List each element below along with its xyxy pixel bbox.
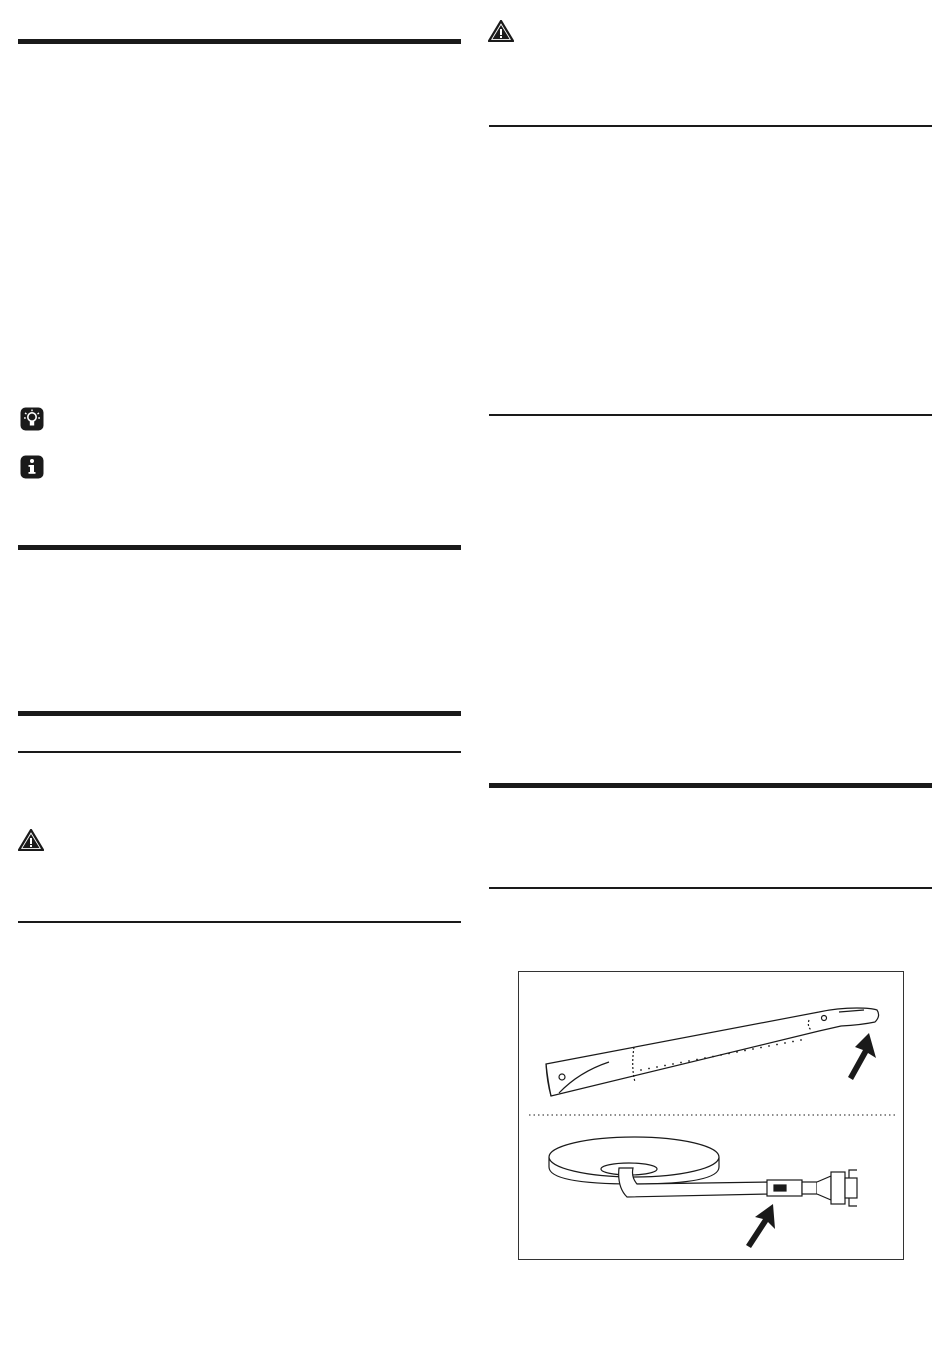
burner-tube bbox=[546, 1008, 879, 1096]
section-rule-3 bbox=[18, 711, 461, 716]
subsection-rule-4 bbox=[489, 414, 932, 416]
round-burner bbox=[549, 1137, 857, 1206]
section-rule-4 bbox=[489, 783, 932, 788]
arrow-icon bbox=[746, 1204, 775, 1248]
info-icon bbox=[20, 455, 44, 479]
section-rule-2 bbox=[18, 545, 461, 550]
arrow-icon bbox=[848, 1033, 876, 1080]
section-rule-1 bbox=[18, 39, 461, 44]
subsection-rule-2 bbox=[18, 921, 461, 923]
subsection-rule-5 bbox=[489, 887, 932, 889]
subsection-rule-1 bbox=[18, 751, 461, 753]
subsection-rule-3 bbox=[489, 125, 932, 127]
warning-triangle-icon bbox=[18, 829, 44, 851]
warning-triangle-icon bbox=[488, 20, 514, 42]
lightbulb-icon bbox=[20, 407, 44, 431]
burner-figure bbox=[518, 971, 904, 1260]
